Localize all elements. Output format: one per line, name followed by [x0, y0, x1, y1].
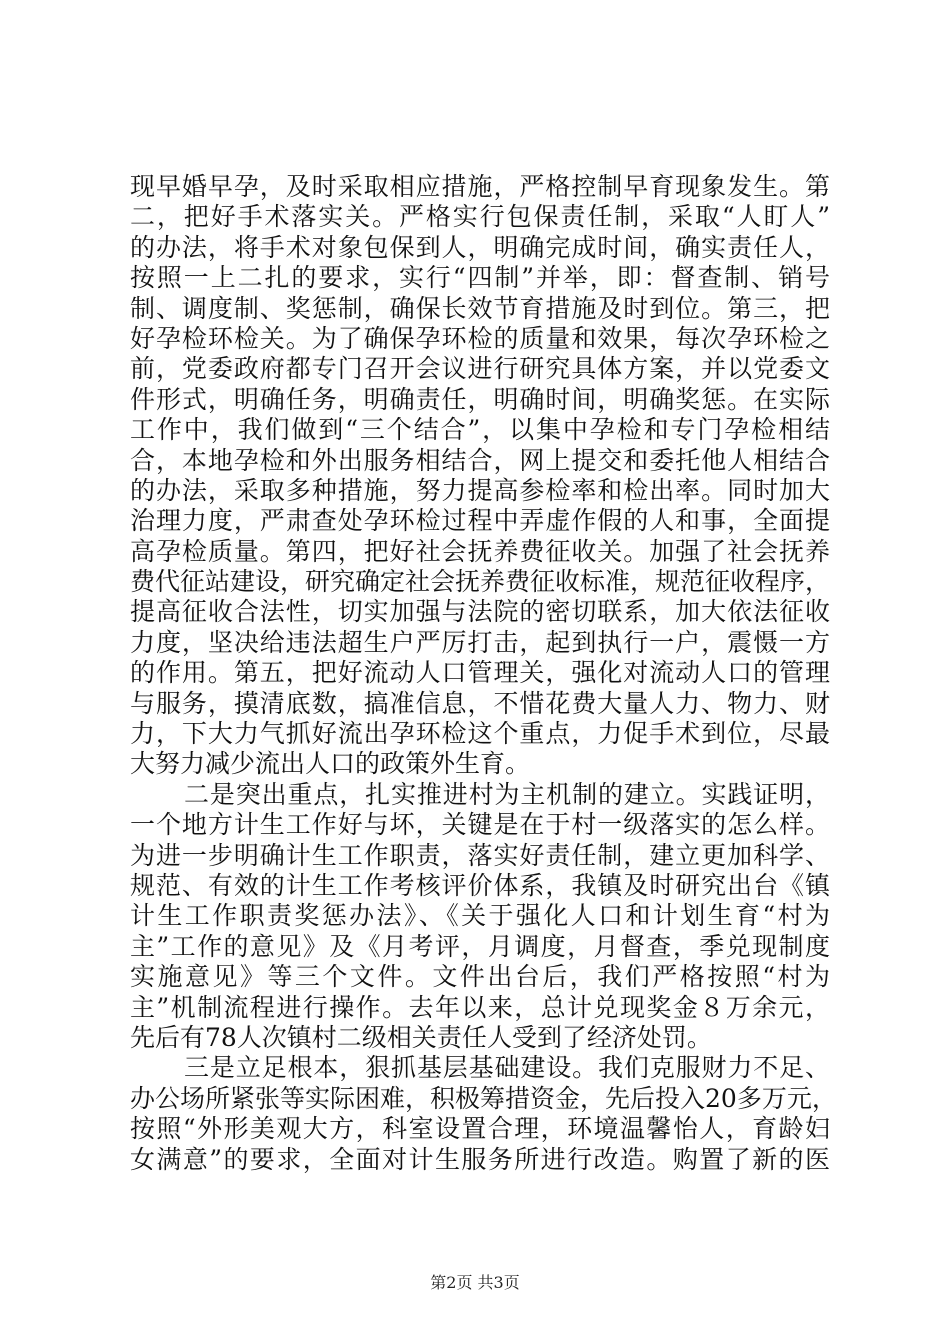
text-line: 的作用。第五，把好流动人口管理关，强化对流动人口的管理 [130, 658, 830, 688]
text-line: 按照一上二扎的要求，实行“四制”并举，即：督查制、销号 [130, 263, 830, 293]
page-number-footer: 第2页 共3页 [430, 1273, 520, 1292]
text-line: 一个地方计生工作好与坏，关键是在于村一级落实的怎么样。 [130, 810, 830, 840]
text-line: 为进一步明确计生工作职责，落实好责任制，建立更加科学、 [130, 840, 830, 870]
text-line: 主”工作的意见》及《月考评，月调度，月督查，季兑现制度 [130, 931, 830, 961]
text-line: 二，把好手术落实关。严格实行包保责任制，采取“人盯人” [130, 202, 830, 232]
text-line: 力，下大力气抓好流出孕环检这个重点，力促手术到位，尽最 [130, 719, 830, 749]
text-line: 治理力度，严肃查处孕环检过程中弄虚作假的人和事，全面提 [130, 506, 830, 536]
text-line: 女满意”的要求，全面对计生服务所进行改造。购置了新的医 [130, 1144, 830, 1174]
text-line: 费代征站建设，研究确定社会抚养费征收标准，规范征收程序， [130, 567, 831, 597]
text-line: 高孕检质量。第四，把好社会抚养费征收关。加强了社会抚养 [130, 536, 830, 566]
text-line: 按照“外形美观大方，科室设置合理，环境温馨怡人，育龄妇 [130, 1114, 830, 1144]
text-line: 合，本地孕检和外出服务相结合，网上提交和委托他人相结合 [130, 445, 830, 475]
text-line: 件形式，明确任务，明确责任，明确时间，明确奖惩。在实际 [130, 384, 830, 414]
text-line: 实施意见》等三个文件。文件出台后，我们严格按照“村为 [130, 962, 830, 992]
text-line: 三是立足根本，狠抓基层基础建设。我们克服财力不足、 [184, 1053, 830, 1083]
text-line: 大努力减少流出人口的政策外生育。 [130, 749, 531, 779]
text-line: 的办法，采取多种措施，努力提高参检率和检出率。同时加大 [130, 475, 830, 505]
text-line: 计生工作职责奖惩办法》、《关于强化人口和计划生育“村为 [130, 901, 830, 931]
text-line: 制、调度制、奖惩制，确保长效节育措施及时到位。第三，把 [130, 293, 830, 323]
body-text [130, 172, 837, 1175]
text-line: 规范、有效的计生工作考核评价体系，我镇及时研究出台《镇 [130, 870, 830, 900]
text-line: 先后有78人次镇村二级相关责任人受到了经济处罚。 [130, 1022, 712, 1052]
text-line: 二是突出重点，扎实推进村为主机制的建立。实践证明， [184, 779, 830, 809]
text-line: 办公场所紧张等实际困难，积极筹措资金，先后投入20多万元， [130, 1083, 837, 1113]
text-line: 前，党委政府都专门召开会议进行研究具体方案，并以党委文 [130, 354, 830, 384]
text-line: 工作中，我们做到“三个结合”，以集中孕检和专门孕检相结 [130, 415, 830, 445]
text-line: 主”机制流程进行操作。去年以来，总计兑现奖金８万余元， [130, 992, 830, 1022]
text-line: 提高征收合法性，切实加强与法院的密切联系，加大依法征收 [130, 597, 830, 627]
text-line: 力度，坚决给违法超生户严厉打击，起到执行一户，震慑一方 [130, 627, 830, 657]
text-line: 与服务，摸清底数，搞准信息，不惜花费大量人力、物力、财 [130, 688, 830, 718]
text-line: 现早婚早孕，及时采取相应措施，严格控制早育现象发生。第 [130, 172, 830, 201]
text-line: 的办法，将手术对象包保到人，明确完成时间，确实责任人， [130, 232, 830, 262]
text-line: 好孕检环检关。为了确保孕环检的质量和效果，每次孕环检之 [130, 323, 830, 353]
